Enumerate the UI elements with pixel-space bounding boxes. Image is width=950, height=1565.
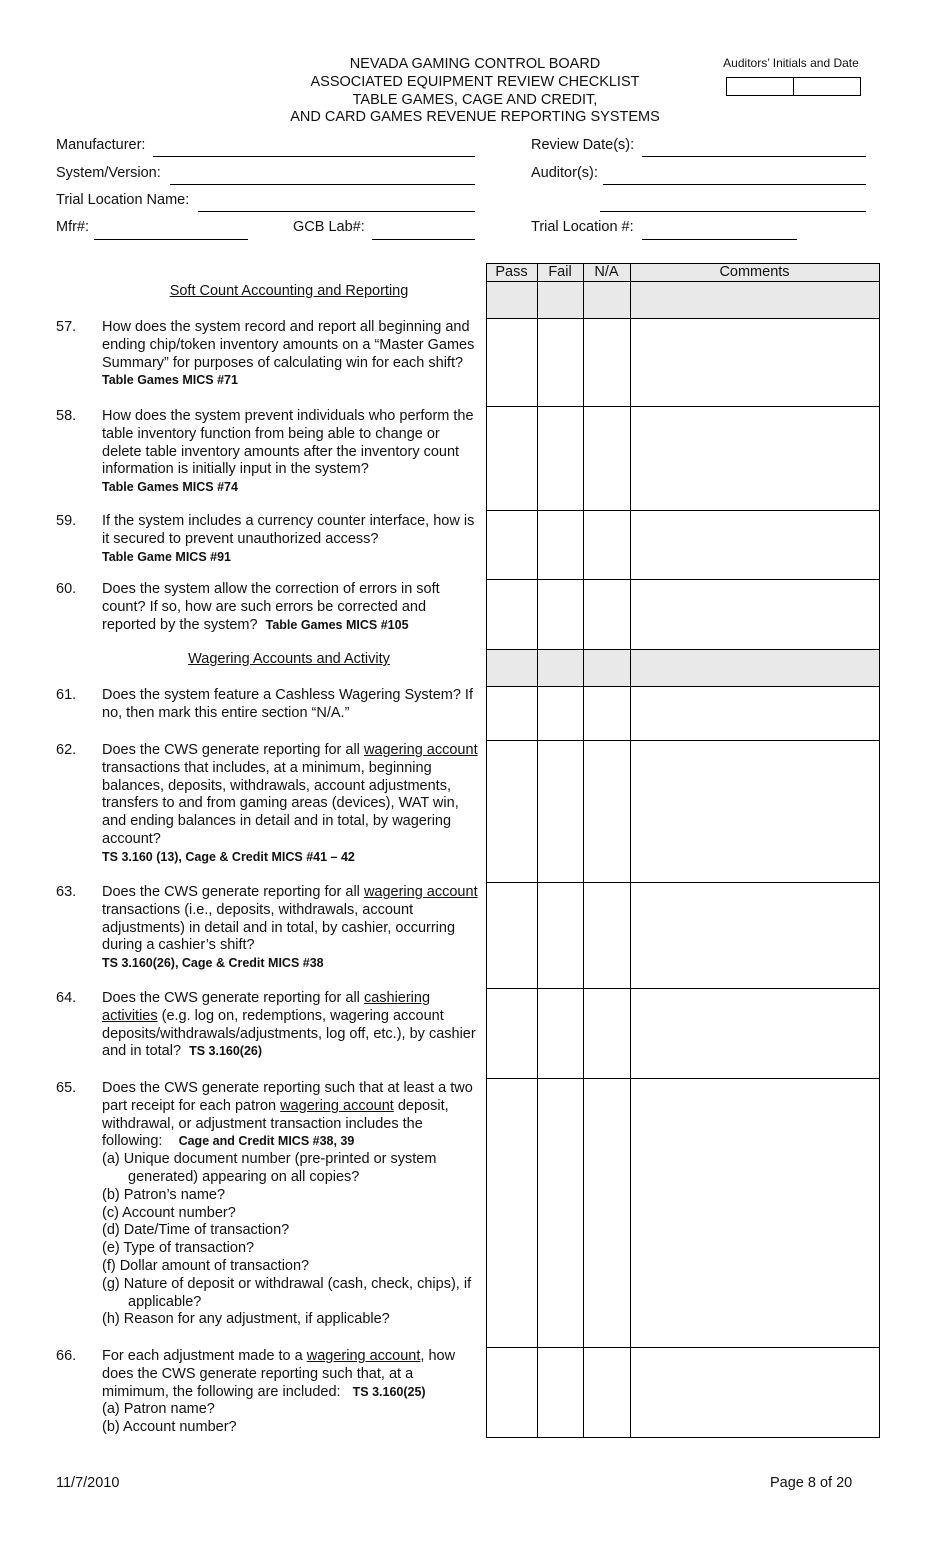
manufacturer-field[interactable]: [153, 156, 475, 157]
list-item: (f) Dollar amount of transaction?: [102, 1257, 310, 1274]
question-number: 60.: [56, 581, 77, 597]
list-item: (b) Account number?: [102, 1419, 237, 1436]
table-rule: [486, 988, 880, 989]
manufacturer-label: Manufacturer:: [56, 137, 146, 153]
table-rule: [486, 281, 880, 282]
mics-reference: TS 3.160(26): [189, 1044, 263, 1059]
question-text: Does the system feature a Cashless Wagering System? If no, then mark this entire section “N/A.”: [102, 687, 473, 721]
list-item: (b) Patron’s name?: [102, 1186, 226, 1203]
question-number: 58.: [56, 408, 77, 424]
list-item: (a) Patron name?: [102, 1401, 215, 1418]
question-text: How does the system record and report all beginning and ending chip/token inventory amounts on a “Master Games Summary” for purposes of calculating win for each shift?: [102, 319, 475, 371]
mfr-num-label: Mfr#:: [56, 219, 90, 235]
question-text: Does the CWS generate reporting for all: [102, 990, 364, 1006]
title-line-4: AND CARD GAMES REVENUE REPORTING SYSTEMS: [290, 109, 660, 125]
fail-column-header: Fail: [548, 264, 572, 280]
trial-location-name-field[interactable]: [198, 211, 475, 212]
question-64: [102, 990, 482, 1061]
question-text: (e.g. log on, redemptions, wagering account deposits/withdrawals/adjustments, log off, etc.), by cashier and in total?: [102, 1007, 476, 1060]
list-item: (a) Unique document number (pre-printed or system generated) appearing on all copies?: [102, 1151, 437, 1185]
mics-reference: Table Games MICS #105: [265, 617, 409, 632]
pass-column-header: Pass: [495, 264, 528, 280]
gcb-lab-num-label: GCB Lab#:: [293, 219, 365, 235]
question-number: 63.: [56, 884, 77, 900]
list-item: (h) Reason for any adjustment, if applicable?: [102, 1311, 390, 1328]
table-rule: [486, 649, 880, 650]
trial-location-name-field-extra[interactable]: [600, 211, 866, 212]
system-version-label: System/Version:: [56, 165, 161, 181]
system-version-field[interactable]: [170, 184, 475, 185]
auditors-field[interactable]: [603, 184, 866, 185]
question-text: transactions that includes, at a minimum, beginning balances, deposits, withdrawals, account adjustments, transfers to and from gaming areas (devices), WAT win, and ending balances in detail and in total, by wagering account?: [102, 759, 459, 847]
question-number: 65.: [56, 1080, 77, 1096]
question-text: transactions (i.e., deposits, withdrawals, account adjustments) in detail and in total, by cashier, occurring during a cashier’s shift?: [102, 901, 456, 954]
list-item: (d) Date/Time of transaction?: [102, 1222, 290, 1239]
soft-count-shaded-row: [486, 282, 879, 318]
question-number: 66.: [56, 1348, 77, 1364]
list-item: (g) Nature of deposit or withdrawal (cash, check, chips), if applicable?: [102, 1275, 472, 1310]
auditor-initials-box[interactable]: [726, 77, 794, 96]
question-underlined-term: wagering account: [363, 742, 478, 758]
table-rule: [486, 1437, 880, 1438]
question-text: How does the system prevent individuals who perform the table inventory function from being able to change or delete table inventory amounts after the inventory count information is initially input in the system?: [102, 408, 474, 478]
question-underlined-term: cashiering activities: [102, 990, 431, 1024]
mics-reference: Table Games MICS #71: [102, 373, 238, 388]
table-border-right: [879, 263, 880, 1438]
question-text: Does the CWS generate reporting for all: [102, 884, 364, 900]
trial-location-name-label: Trial Location Name:: [56, 192, 190, 208]
table-rule: [486, 882, 880, 883]
question-number: 62.: [56, 742, 77, 758]
mics-reference: TS 3.160 (13), Cage & Credit MICS #41 – 42: [102, 849, 355, 864]
question-number: 59.: [56, 513, 77, 529]
table-rule: [486, 1078, 880, 1079]
gcb-lab-num-field[interactable]: [372, 239, 475, 240]
list-item: (e) Type of transaction?: [102, 1240, 255, 1257]
na-column-header: N/A: [594, 264, 619, 280]
section-heading-wagering: Wagering Accounts and Activity: [188, 651, 390, 667]
question-66: [102, 1348, 482, 1437]
list-item: (c) Account number?: [102, 1204, 236, 1221]
footer-date: 11/7/2010: [56, 1475, 120, 1491]
question-underlined-term: wagering account: [306, 1348, 421, 1364]
table-rule: [486, 1347, 880, 1348]
auditor-initials-label: Auditors’ Initials and Date: [723, 56, 859, 70]
question-text: deposit, withdrawal, or adjustment transaction includes the following:: [102, 1097, 449, 1150]
question-62: [102, 742, 482, 867]
footer-page-number: Page 8 of 20: [770, 1475, 853, 1491]
question-number: 57.: [56, 319, 77, 335]
auditors-label: Auditor(s):: [531, 165, 598, 181]
question-60: [102, 581, 482, 634]
table-rule: [486, 686, 880, 687]
question-text: , how does the CWS generate reporting such that, at a mimimum, the following are included:: [102, 1348, 456, 1400]
table-rule: [486, 510, 880, 511]
question-text: Does the system allow the correction of errors in soft count? If so, how are such errors be corrected and reported by the system?: [102, 581, 440, 633]
table-rule: [486, 318, 880, 319]
title-line-2: ASSOCIATED EQUIPMENT REVIEW CHECKLIST: [310, 74, 640, 90]
title-line-1: NEVADA GAMING CONTROL BOARD: [349, 56, 601, 72]
table-rule: [486, 263, 880, 264]
mfr-num-field[interactable]: [94, 239, 248, 240]
table-divider-pass: [537, 263, 538, 1438]
review-dates-label: Review Date(s):: [531, 137, 635, 153]
table-rule: [486, 740, 880, 741]
wagering-shaded-row: [486, 650, 879, 686]
question-text: Does the CWS generate reporting such that at least a two part receipt for each patron: [102, 1080, 473, 1114]
question-number: 61.: [56, 687, 77, 703]
title-line-3: TABLE GAMES, CAGE AND CREDIT,: [352, 92, 598, 108]
question-underlined-term: wagering account: [280, 1097, 394, 1114]
trial-location-num-field[interactable]: [642, 239, 797, 240]
table-border-left: [486, 263, 487, 1438]
review-dates-field[interactable]: [642, 156, 866, 157]
mics-reference: Cage and Credit MICS #38, 39: [178, 1134, 355, 1149]
comments-column-header: Comments: [719, 264, 790, 280]
table-divider-na: [630, 263, 631, 1438]
auditor-date-box[interactable]: [793, 77, 861, 96]
mics-reference: TS 3.160(26), Cage & Credit MICS #38: [102, 956, 324, 971]
question-text: If the system includes a currency counter interface, how is it secured to prevent unauthorized access?: [102, 513, 475, 547]
question-57: [102, 319, 482, 390]
question-text: Does the CWS generate reporting for all: [102, 742, 364, 758]
table-divider-fail: [583, 263, 584, 1438]
mics-reference: TS 3.160(25): [352, 1384, 426, 1399]
question-61: [102, 687, 482, 723]
trial-location-num-label: Trial Location #:: [531, 219, 634, 235]
mics-reference: Table Games MICS #74: [102, 480, 238, 495]
table-rule: [486, 579, 880, 580]
question-58: [102, 408, 482, 497]
question-63: [102, 884, 482, 973]
question-59: [102, 513, 482, 566]
question-text: For each adjustment made to a: [102, 1348, 307, 1364]
section-heading-soft-count: Soft Count Accounting and Reporting: [169, 283, 409, 299]
question-underlined-term: wagering account: [363, 884, 478, 900]
mics-reference: Table Game MICS #91: [102, 549, 231, 564]
table-rule: [486, 406, 880, 407]
question-number: 64.: [56, 990, 77, 1006]
question-65: [102, 1080, 482, 1329]
